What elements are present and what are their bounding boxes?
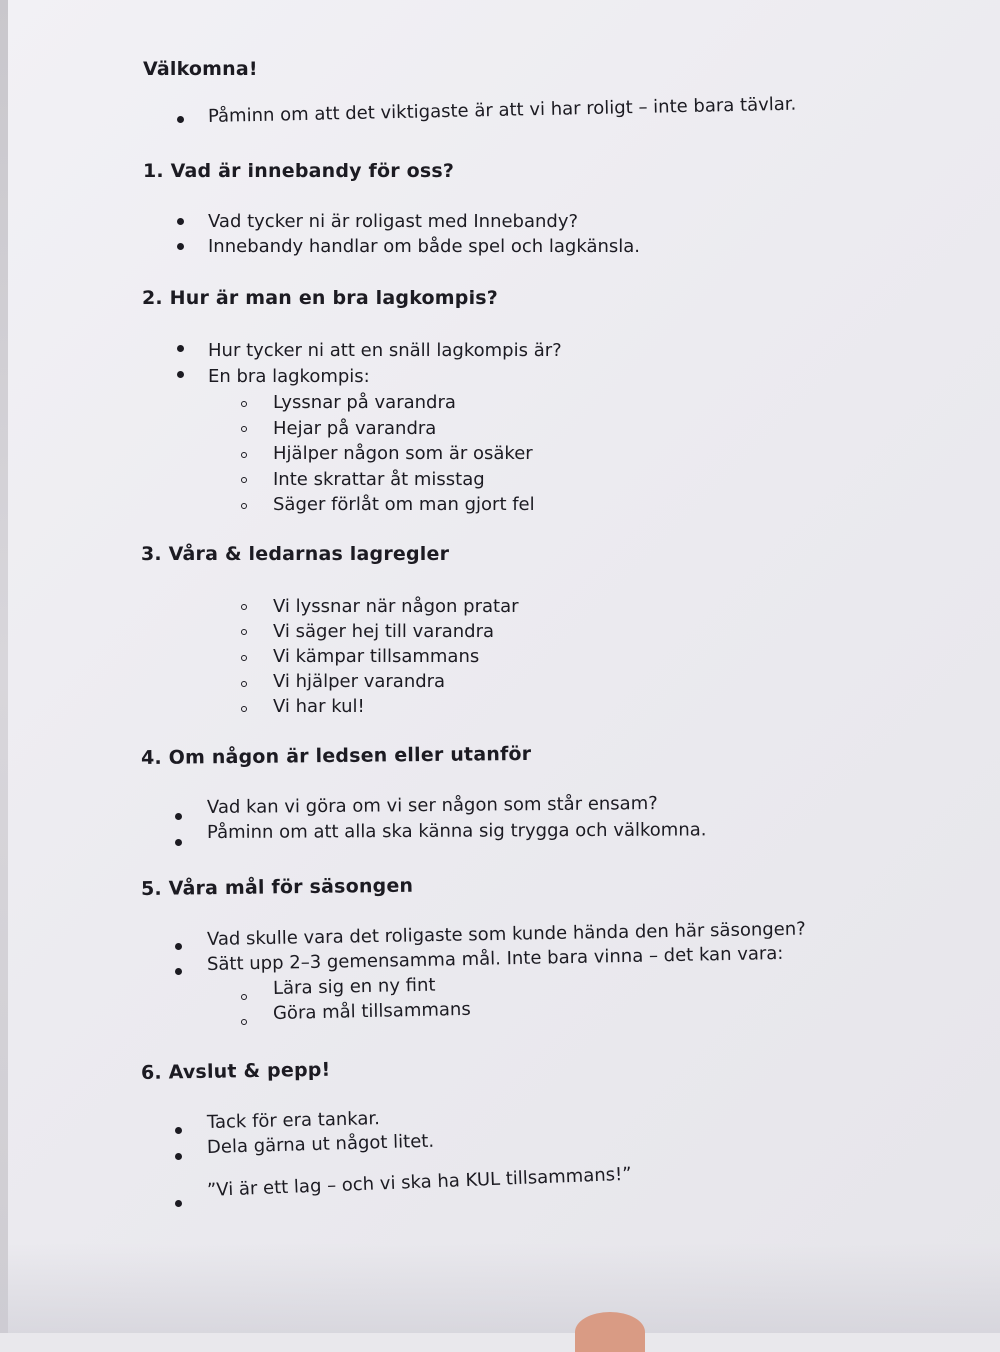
bullet-dot xyxy=(175,1153,182,1160)
section-5-sub-1: Lära sig en ny fint xyxy=(272,974,436,999)
finger xyxy=(575,1312,645,1352)
section-6-heading: 6. Avslut & pepp! xyxy=(140,1058,331,1084)
section-3-sub-3: Vi kämpar tillsammans xyxy=(273,646,480,667)
section-6-bullet-3: ”Vi är ett lag – och vi ska ha KUL tillsammans!” xyxy=(206,1163,632,1201)
section-5-bullet-2: Sätt upp 2–3 gemensamma mål. Inte bara vinna – det kan vara: xyxy=(206,942,784,975)
section-5-heading: 5. Våra mål för säsongen xyxy=(140,874,414,900)
bullet-dot xyxy=(177,371,184,378)
section-2-sub-3: Hjälper någon som är osäker xyxy=(273,443,533,464)
paper-shadow xyxy=(0,1243,1000,1333)
section-6-bullet-2: Dela gärna ut något litet. xyxy=(206,1130,435,1158)
section-4-heading: 4. Om någon är ledsen eller utanför xyxy=(140,742,532,769)
bullet-dot xyxy=(177,116,184,123)
bullet-dot xyxy=(175,813,182,820)
section-2-heading: 2. Hur är man en bra lagkompis? xyxy=(142,287,499,309)
section-3-sub-1: Vi lyssnar när någon pratar xyxy=(273,596,519,617)
bullet-dot xyxy=(175,839,182,846)
sub-bullet-circle xyxy=(241,706,247,712)
bullet-dot xyxy=(177,243,184,250)
section-1-bullet-2: Innebandy handlar om både spel och lagkänsla. xyxy=(208,236,641,257)
section-2-sub-2: Hejar på varandra xyxy=(273,418,437,439)
sub-bullet-circle xyxy=(241,452,247,458)
bullet-dot xyxy=(175,1200,182,1207)
section-2-sub-5: Säger förlåt om man gjort fel xyxy=(273,494,535,515)
intro-bullet-1: Påminn om att det viktigaste är att vi har roligt – inte bara tävlar. xyxy=(207,93,797,127)
sub-bullet-circle xyxy=(241,426,247,432)
section-1-bullet-1: Vad tycker ni är roligast med Innebandy? xyxy=(208,211,579,232)
section-1-heading: 1. Vad är innebandy för oss? xyxy=(143,160,455,182)
paper-edge xyxy=(0,0,8,1333)
section-2-bullet-1: Hur tycker ni att en snäll lagkompis är? xyxy=(208,340,562,361)
sub-bullet-circle xyxy=(241,477,247,483)
section-6-bullet-1: Tack för era tankar. xyxy=(206,1108,381,1133)
sub-bullet-circle xyxy=(241,604,247,610)
bullet-dot xyxy=(177,218,184,225)
section-3-sub-2: Vi säger hej till varandra xyxy=(273,621,495,642)
section-2-bullet-2: En bra lagkompis: xyxy=(208,366,370,387)
section-3-heading: 3. Våra & ledarnas lagregler xyxy=(141,543,450,565)
sub-bullet-circle xyxy=(241,655,247,661)
intro-heading: Välkomna! xyxy=(143,58,258,80)
sub-bullet-circle xyxy=(241,994,247,1000)
section-5-bullet-1: Vad skulle vara det roligaste som kunde hända den här säsongen? xyxy=(206,918,806,950)
section-2-sub-4: Inte skrattar åt misstag xyxy=(273,469,485,490)
section-4-bullet-2: Påminn om att alla ska känna sig trygga och välkomna. xyxy=(206,819,707,843)
sub-bullet-circle xyxy=(241,503,247,509)
bullet-dot xyxy=(177,345,184,352)
section-2-sub-1: Lyssnar på varandra xyxy=(273,392,456,413)
section-3-sub-4: Vi hjälper varandra xyxy=(273,671,446,692)
sub-bullet-circle xyxy=(241,629,247,635)
bullet-dot xyxy=(175,1127,182,1134)
sub-bullet-circle xyxy=(241,681,247,687)
section-5-sub-2: Göra mål tillsammans xyxy=(272,998,471,1024)
section-4-bullet-1: Vad kan vi göra om vi ser någon som står ensam? xyxy=(206,793,658,818)
sub-bullet-circle xyxy=(241,1019,247,1025)
bullet-dot xyxy=(175,968,182,975)
sub-bullet-circle xyxy=(241,401,247,407)
section-3-sub-5: Vi har kul! xyxy=(273,696,365,717)
bullet-dot xyxy=(175,943,182,950)
